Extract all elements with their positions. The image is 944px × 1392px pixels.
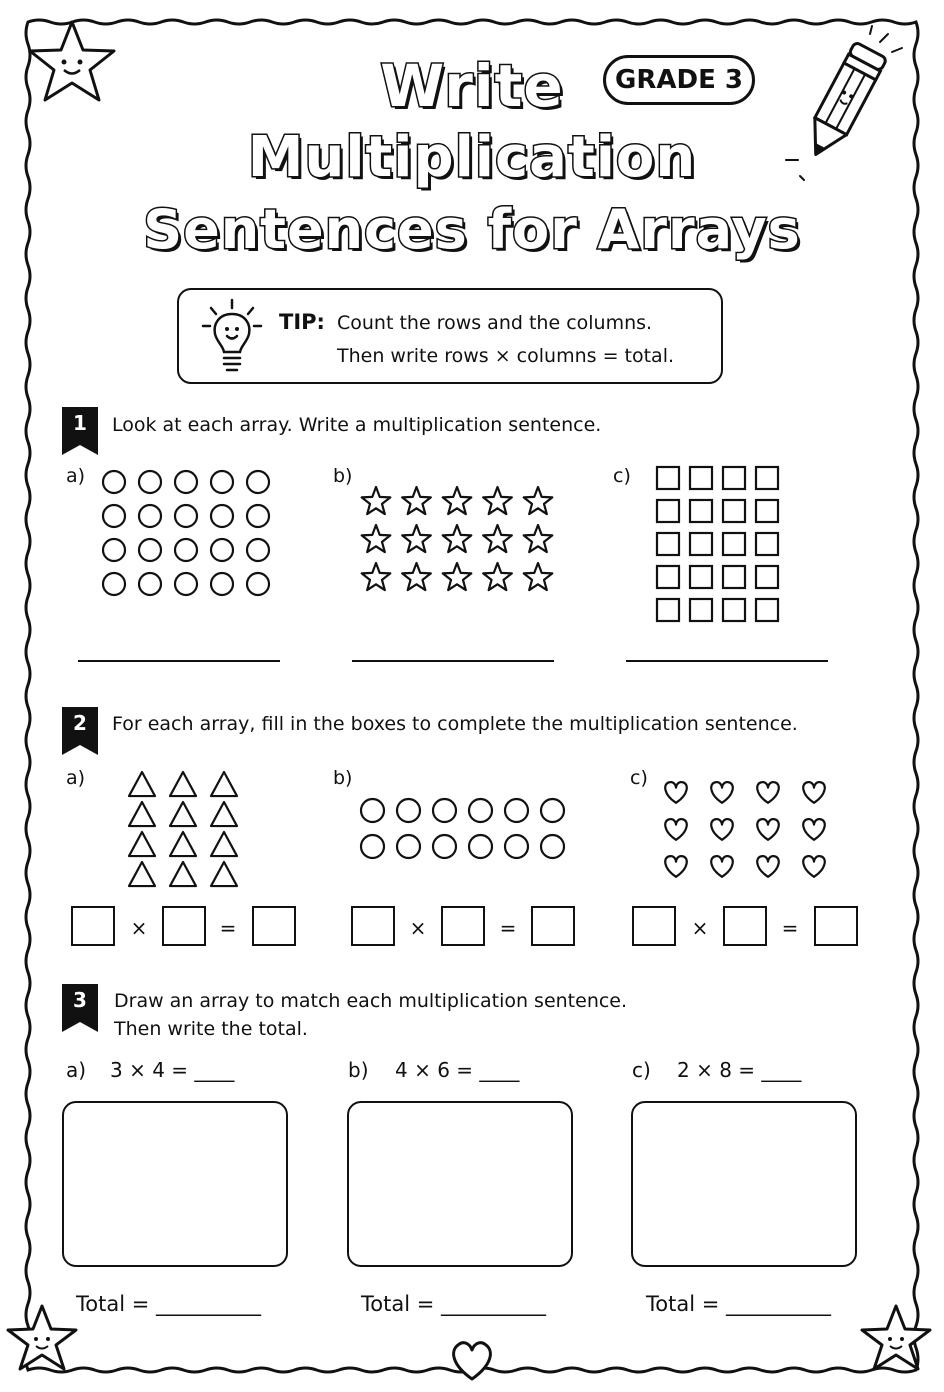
star-face-icon (862, 1306, 930, 1369)
heart-array-item (665, 782, 687, 803)
s1-array-b (358, 484, 558, 600)
s3-item-a-label: a) (66, 1058, 87, 1082)
section-3-number: 3 (73, 988, 87, 1012)
square-array-item (756, 566, 778, 588)
circle-array-item (469, 799, 492, 822)
circle-array-item (505, 799, 528, 822)
circle-array-item (433, 799, 456, 822)
section-3-instruction-line-2: Then write the total. (114, 1018, 308, 1040)
star-array-item (402, 525, 431, 552)
section-2-number: 2 (73, 711, 87, 735)
s2-item-a-label: a) (66, 767, 86, 789)
star-array-item (483, 487, 512, 514)
s2-a-times-sign: × (130, 916, 148, 940)
square-array-item (690, 467, 712, 489)
star-face-icon (8, 1306, 76, 1369)
square-array-item (657, 533, 679, 555)
circle-array-item (211, 573, 233, 595)
s3-drawing-box-a[interactable] (62, 1101, 288, 1267)
triangle-array-item (129, 832, 155, 856)
s2-b-rows-box[interactable] (351, 906, 395, 946)
s3-total-c[interactable]: Total = __________ (646, 1292, 831, 1316)
heart-array-item (803, 819, 825, 840)
triangle-array-item (129, 802, 155, 826)
circle-array-item (505, 835, 528, 858)
title-line-1: Write (380, 52, 564, 120)
triangle-array-item (129, 772, 155, 796)
circle-array-item (103, 505, 125, 527)
star-array-item (443, 487, 472, 514)
circle-array-item (541, 799, 564, 822)
s2-b-times-sign: × (409, 916, 427, 940)
heart-array-item (757, 819, 779, 840)
circle-array-item (361, 799, 384, 822)
s2-array-a (126, 769, 242, 893)
square-array-item (657, 566, 679, 588)
s2-c-rows-box[interactable] (632, 906, 676, 946)
star-array-item (443, 525, 472, 552)
square-array-item (756, 500, 778, 522)
section-3-instruction-line-1: Draw an array to match each multiplication sentence. (114, 990, 628, 1012)
s1-item-b-label: b) (333, 465, 353, 487)
star-array-item (362, 487, 391, 514)
circle-array-item (541, 835, 564, 858)
s3-total-b[interactable]: Total = __________ (361, 1292, 546, 1316)
circle-array-item (433, 835, 456, 858)
circle-array-item (361, 835, 384, 858)
s2-item-c-label: c) (630, 767, 648, 789)
square-array-item (756, 599, 778, 621)
s2-c-total-box[interactable] (814, 906, 858, 946)
triangle-array-item (211, 862, 237, 886)
circle-array-item (139, 471, 161, 493)
s1-item-c-label: c) (613, 465, 631, 487)
triangle-array-item (129, 862, 155, 886)
square-array-item (690, 500, 712, 522)
circle-array-item (175, 471, 197, 493)
s3-drawing-box-c[interactable] (631, 1101, 857, 1267)
s2-b-total-box[interactable] (531, 906, 575, 946)
circle-array-item (139, 539, 161, 561)
square-array-item (657, 467, 679, 489)
s2-item-b-label: b) (333, 767, 353, 789)
s1-answer-line-c[interactable] (626, 660, 828, 662)
circle-array-item (175, 505, 197, 527)
s2-c-times-sign: × (691, 916, 709, 940)
star-array-item (443, 563, 472, 590)
s2-b-equals-sign: = (499, 916, 517, 940)
circle-array-item (397, 799, 420, 822)
star-array-item (402, 563, 431, 590)
circle-array-item (211, 539, 233, 561)
s2-a-total-box[interactable] (252, 906, 296, 946)
square-array-item (723, 599, 745, 621)
triangle-array-item (211, 772, 237, 796)
section-1-instruction: Look at each array. Write a multiplication sentence. (112, 414, 602, 436)
s3-item-c-label: c) (632, 1058, 651, 1082)
star-array-item (362, 525, 391, 552)
heart-array-item (711, 856, 733, 877)
star-array-item (524, 525, 553, 552)
circle-array-item (469, 835, 492, 858)
s1-item-a-label: a) (66, 465, 86, 487)
triangle-array-item (170, 802, 196, 826)
circle-array-item (211, 505, 233, 527)
s3-total-a[interactable]: Total = __________ (76, 1292, 261, 1316)
square-array-item (756, 533, 778, 555)
heart-array-item (711, 819, 733, 840)
square-array-item (690, 566, 712, 588)
star-array-item (524, 487, 553, 514)
section-1-number: 1 (73, 411, 87, 435)
circle-array-item (175, 573, 197, 595)
triangle-array-item (211, 832, 237, 856)
section-3-number-badge (62, 984, 98, 1032)
circle-array-item (103, 539, 125, 561)
tip-box (177, 288, 723, 384)
triangle-array-item (170, 772, 196, 796)
circle-array-item (247, 539, 269, 561)
s3-drawing-box-b[interactable] (347, 1101, 573, 1267)
s2-c-cols-box[interactable] (723, 906, 767, 946)
circle-array-item (139, 573, 161, 595)
s1-answer-line-b[interactable] (352, 660, 554, 662)
s3-item-b-sentence: 4 × 6 = ____ (395, 1058, 520, 1082)
circle-array-item (247, 573, 269, 595)
s1-array-c (654, 464, 790, 632)
s2-array-b (358, 796, 570, 866)
title-line-3: Sentences for Arrays (143, 198, 801, 261)
heart-icon (454, 1343, 491, 1379)
square-array-item (657, 599, 679, 621)
s1-array-a (100, 468, 284, 602)
star-array-item (362, 563, 391, 590)
star-array-item (483, 563, 512, 590)
circle-array-item (247, 471, 269, 493)
circle-array-item (139, 505, 161, 527)
square-array-item (723, 500, 745, 522)
circle-array-item (397, 835, 420, 858)
heart-array-item (665, 856, 687, 877)
square-array-item (723, 533, 745, 555)
s3-item-b-label: b) (348, 1058, 369, 1082)
s2-array-c (660, 776, 836, 888)
lightbulb-face-icon (197, 296, 267, 378)
square-array-item (657, 500, 679, 522)
star-array-item (402, 487, 431, 514)
circle-array-item (211, 471, 233, 493)
star-array-item (524, 563, 553, 590)
circle-array-item (175, 539, 197, 561)
heart-array-item (803, 856, 825, 877)
tip-label: TIP: (279, 310, 325, 334)
triangle-array-item (170, 832, 196, 856)
s2-a-rows-box[interactable] (71, 906, 115, 946)
square-array-item (723, 566, 745, 588)
tip-text-line-1: Count the rows and the columns. (337, 312, 653, 334)
s2-c-equals-sign: = (781, 916, 799, 940)
square-array-item (690, 599, 712, 621)
s2-a-cols-box[interactable] (162, 906, 206, 946)
circle-array-item (103, 573, 125, 595)
heart-array-item (757, 782, 779, 803)
s3-item-c-sentence: 2 × 8 = ____ (677, 1058, 802, 1082)
circle-array-item (247, 505, 269, 527)
heart-array-item (803, 782, 825, 803)
square-array-item (723, 467, 745, 489)
section-2-number-badge (62, 707, 98, 755)
section-2-instruction: For each array, fill in the boxes to complete the multiplication sentence. (112, 713, 798, 735)
triangle-array-item (170, 862, 196, 886)
s2-b-cols-box[interactable] (441, 906, 485, 946)
square-array-item (756, 467, 778, 489)
heart-array-item (757, 856, 779, 877)
title-line-2: Multiplication (247, 125, 697, 190)
s3-item-a-sentence: 3 × 4 = ____ (110, 1058, 235, 1082)
s2-a-equals-sign: = (219, 916, 237, 940)
triangle-array-item (211, 802, 237, 826)
star-array-item (483, 525, 512, 552)
heart-array-item (665, 819, 687, 840)
grade-badge: GRADE 3 (603, 55, 755, 105)
heart-array-item (711, 782, 733, 803)
tip-text-line-2: Then write rows × columns = total. (337, 345, 675, 367)
s1-answer-line-a[interactable] (78, 660, 280, 662)
section-1-number-badge (62, 407, 98, 455)
circle-array-item (103, 471, 125, 493)
square-array-item (690, 533, 712, 555)
